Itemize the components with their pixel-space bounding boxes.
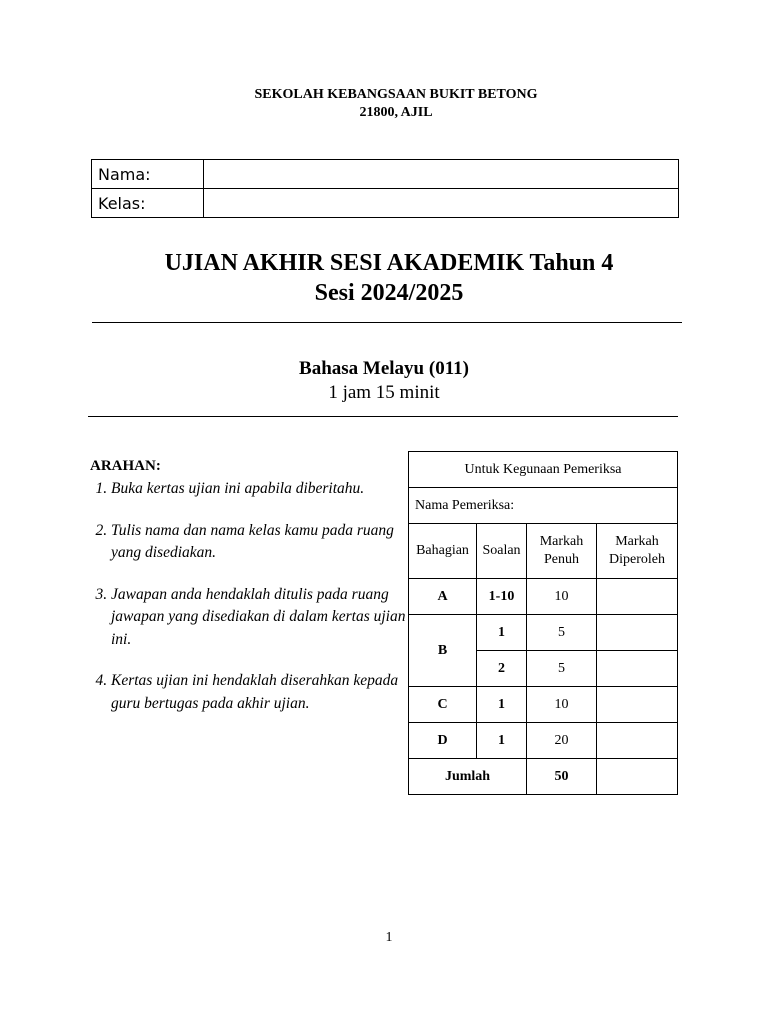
total-obtained-cell[interactable]: [597, 759, 678, 795]
section-cell: C: [409, 687, 477, 723]
divider-top: [92, 322, 682, 323]
full-marks-cell: 10: [527, 579, 597, 615]
full-marks-cell: 5: [527, 615, 597, 651]
marks-obtained-cell[interactable]: [597, 723, 678, 759]
school-address: 21800, AJIL: [359, 105, 433, 120]
question-cell: 1: [477, 687, 527, 723]
class-field[interactable]: [204, 189, 679, 218]
instruction-item: 1. Buka kertas ujian ini apabila diberitahu.: [111, 478, 411, 501]
table-row: [409, 723, 678, 759]
name-field[interactable]: [204, 160, 679, 189]
col-header-question: Soalan: [477, 524, 527, 579]
full-marks-cell: 20: [527, 723, 597, 759]
exam-session: Sesi 2024/2025: [314, 280, 464, 306]
page-number: 1: [385, 930, 393, 945]
instruction-item: 3. Jawapan anda hendaklah ditulis pada ruang jawapan yang disediakan di dalam kertas ujian ini.: [111, 584, 411, 652]
question-cell: 1: [477, 615, 527, 651]
col-header-section: Bahagian: [409, 524, 477, 579]
col-header-full-marks: Markah Penuh: [527, 524, 597, 579]
exam-title: UJIAN AKHIR SESI AKADEMIK Tahun 4: [164, 250, 614, 276]
instruction-item: 2. Tulis nama dan nama kelas kamu pada ruang yang disediakan.: [111, 520, 411, 565]
total-value: 50: [527, 759, 597, 795]
examiner-table-header: Untuk Kegunaan Pemeriksa: [409, 452, 678, 488]
instruction-item: 4. Kertas ujian ini hendaklah diserahkan kepada guru bertugas pada akhir ujian.: [111, 670, 411, 715]
examiner-table: [408, 451, 678, 795]
section-cell: B: [409, 615, 477, 687]
marks-obtained-cell[interactable]: [597, 615, 678, 651]
table-row: [409, 579, 678, 615]
col-header-marks-obtained: Markah Diperoleh: [597, 524, 678, 579]
section-cell: A: [409, 579, 477, 615]
table-row: [409, 687, 678, 723]
full-marks-cell: 5: [527, 651, 597, 687]
total-row: [409, 759, 678, 795]
name-label: Nama:: [92, 160, 204, 189]
instructions-title: ARAHAN:: [90, 458, 161, 474]
marks-obtained-cell[interactable]: [597, 651, 678, 687]
student-info-table: [91, 159, 679, 218]
school-name: SEKOLAH KEBANGSAAN BUKIT BETONG: [254, 87, 538, 102]
full-marks-cell: 10: [527, 687, 597, 723]
section-cell: D: [409, 723, 477, 759]
exam-subject: Bahasa Melayu (011): [299, 358, 469, 379]
question-cell: 1: [477, 723, 527, 759]
marks-obtained-cell[interactable]: [597, 687, 678, 723]
total-label: Jumlah: [409, 759, 527, 795]
question-cell: 2: [477, 651, 527, 687]
marks-obtained-cell[interactable]: [597, 579, 678, 615]
exam-duration: 1 jam 15 minit: [328, 382, 440, 403]
examiner-name-label: Nama Pemeriksa:: [409, 488, 678, 524]
divider-bottom: [88, 416, 678, 417]
instructions-list: [90, 478, 411, 734]
question-cell: 1-10: [477, 579, 527, 615]
class-label: Kelas:: [92, 189, 204, 218]
table-row: [409, 615, 678, 651]
